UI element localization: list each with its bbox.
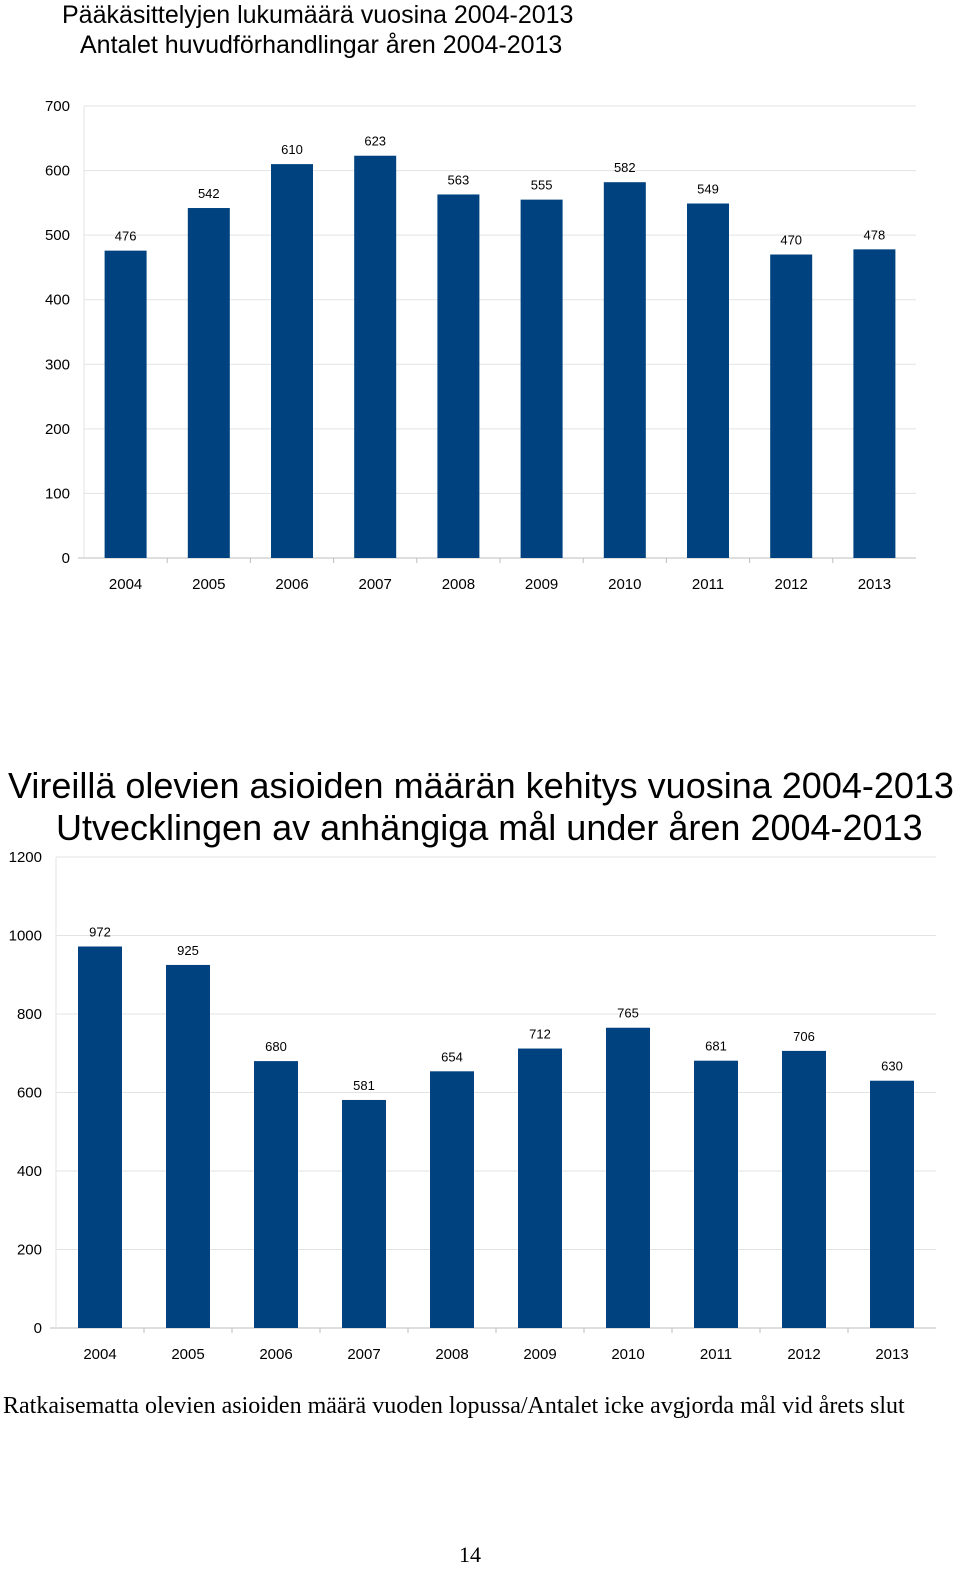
chart1-data-label-2009: 555 <box>530 177 553 193</box>
chart2-xtick-2004: 2004 <box>83 1346 117 1363</box>
chart1-subtitle: Antalet huvudförhandlingar åren 2004-2013 <box>80 31 563 59</box>
chart2-ytick-0: 0 <box>33 1320 42 1337</box>
chart2-ytick-1000: 1000 <box>8 927 42 945</box>
chart1-ytick-700: 700 <box>44 98 70 115</box>
chart1-title: Pääkäsittelyjen lukumäärä vuosina 2004-2013 <box>62 1 574 29</box>
chart1-ytick-400: 400 <box>44 291 70 309</box>
chart1-xtick-2006: 2006 <box>275 576 309 593</box>
chart2-bar-2012 <box>782 1051 826 1328</box>
chart1-xtick-2004: 2004 <box>108 576 143 593</box>
chart1-xtick-2010: 2010 <box>608 576 642 593</box>
chart2-ytick-200: 200 <box>16 1241 42 1259</box>
chart2-bar-2004 <box>78 946 122 1328</box>
chart1-data-label-2010: 582 <box>613 160 636 176</box>
chart2-ytick-400: 400 <box>16 1163 42 1180</box>
chart1-xtick-2011: 2011 <box>691 576 725 593</box>
chart2-xtick-2005: 2005 <box>171 1346 205 1363</box>
chart1-data-label-2006: 610 <box>281 142 303 158</box>
chart2-xtick-2012: 2012 <box>787 1346 821 1363</box>
chart1-ytick-0: 0 <box>61 550 70 567</box>
chart2-data-label-2006: 680 <box>265 1039 287 1055</box>
chart2-ytick-800: 800 <box>16 1006 42 1023</box>
chart2-bar-2011 <box>694 1061 738 1328</box>
chart2-data-label-2007: 581 <box>353 1077 375 1093</box>
chart2-xtick-2013: 2013 <box>875 1346 909 1363</box>
chart2-xtick-2008: 2008 <box>435 1346 469 1363</box>
chart2-ytick-600: 600 <box>16 1084 42 1102</box>
chart1-ytick-200: 200 <box>44 420 70 438</box>
chart1-data-label-2007: 623 <box>364 133 387 149</box>
chart1-xtick-2008: 2008 <box>441 576 476 593</box>
chart1-xtick-2009: 2009 <box>524 576 559 593</box>
chart2-data-label-2013: 630 <box>881 1058 903 1074</box>
chart1-ytick-500: 500 <box>44 227 70 245</box>
chart1-xtick-2005: 2005 <box>192 576 226 593</box>
chart1-xtick-2013: 2013 <box>857 576 892 593</box>
chart1-data-label-2004: 476 <box>114 228 137 244</box>
chart2-xtick-2009: 2009 <box>523 1346 557 1363</box>
chart2-bar-2008 <box>430 1071 474 1328</box>
chart1-ytick-600: 600 <box>44 162 70 180</box>
chart1-data-label-2008: 563 <box>447 172 470 188</box>
chart2-bar-2005 <box>166 965 210 1328</box>
chart2-bar-2007 <box>342 1100 386 1328</box>
chart2-data-label-2012: 706 <box>793 1028 815 1044</box>
chart2-bar-2013 <box>870 1081 914 1328</box>
chart2-data-label-2004: 972 <box>89 924 111 940</box>
chart2-data-label-2010: 765 <box>617 1005 639 1021</box>
chart2-data-label-2009: 712 <box>529 1026 551 1042</box>
chart1-data-label-2013: 478 <box>863 227 886 243</box>
chart2-caption: Ratkaisematta olevien asioiden määrä vuoden lopussa/Antalet icke avgjorda mål vid årets slut <box>3 1393 905 1419</box>
chart1-ytick-100: 100 <box>44 485 70 503</box>
chart2-ytick-1200: 1200 <box>8 849 42 866</box>
chart2-xtick-2007: 2007 <box>347 1346 381 1363</box>
chart2-bar-2006 <box>254 1061 298 1328</box>
chart2-subtitle: Utvecklingen av anhängiga mål under åren 2004-2013 <box>56 807 923 848</box>
chart1-data-label-2005: 542 <box>197 186 220 202</box>
chart2-xtick-2011: 2011 <box>699 1346 733 1363</box>
chart2-xtick-2010: 2010 <box>611 1346 645 1363</box>
chart1-xtick-2007: 2007 <box>358 576 392 593</box>
chart2-title: Vireillä olevien asioiden määrän kehitys vuosina 2004-2013 <box>8 765 954 806</box>
chart2-data-label-2011: 681 <box>705 1038 727 1054</box>
chart2-bar-2010 <box>606 1028 650 1328</box>
chart2-data-label-2008: 654 <box>441 1049 463 1065</box>
chart2-data-label-2005: 925 <box>177 942 199 958</box>
chart1-data-label-2011: 549 <box>697 181 719 197</box>
chart1-data-label-2012: 470 <box>780 232 803 248</box>
chart2-xtick-2006: 2006 <box>259 1346 293 1363</box>
chart2-bar-2009 <box>518 1049 562 1328</box>
chart1-xtick-2012: 2012 <box>774 576 808 593</box>
page-number: 14 <box>459 1542 481 1567</box>
chart1-ytick-300: 300 <box>44 356 70 374</box>
